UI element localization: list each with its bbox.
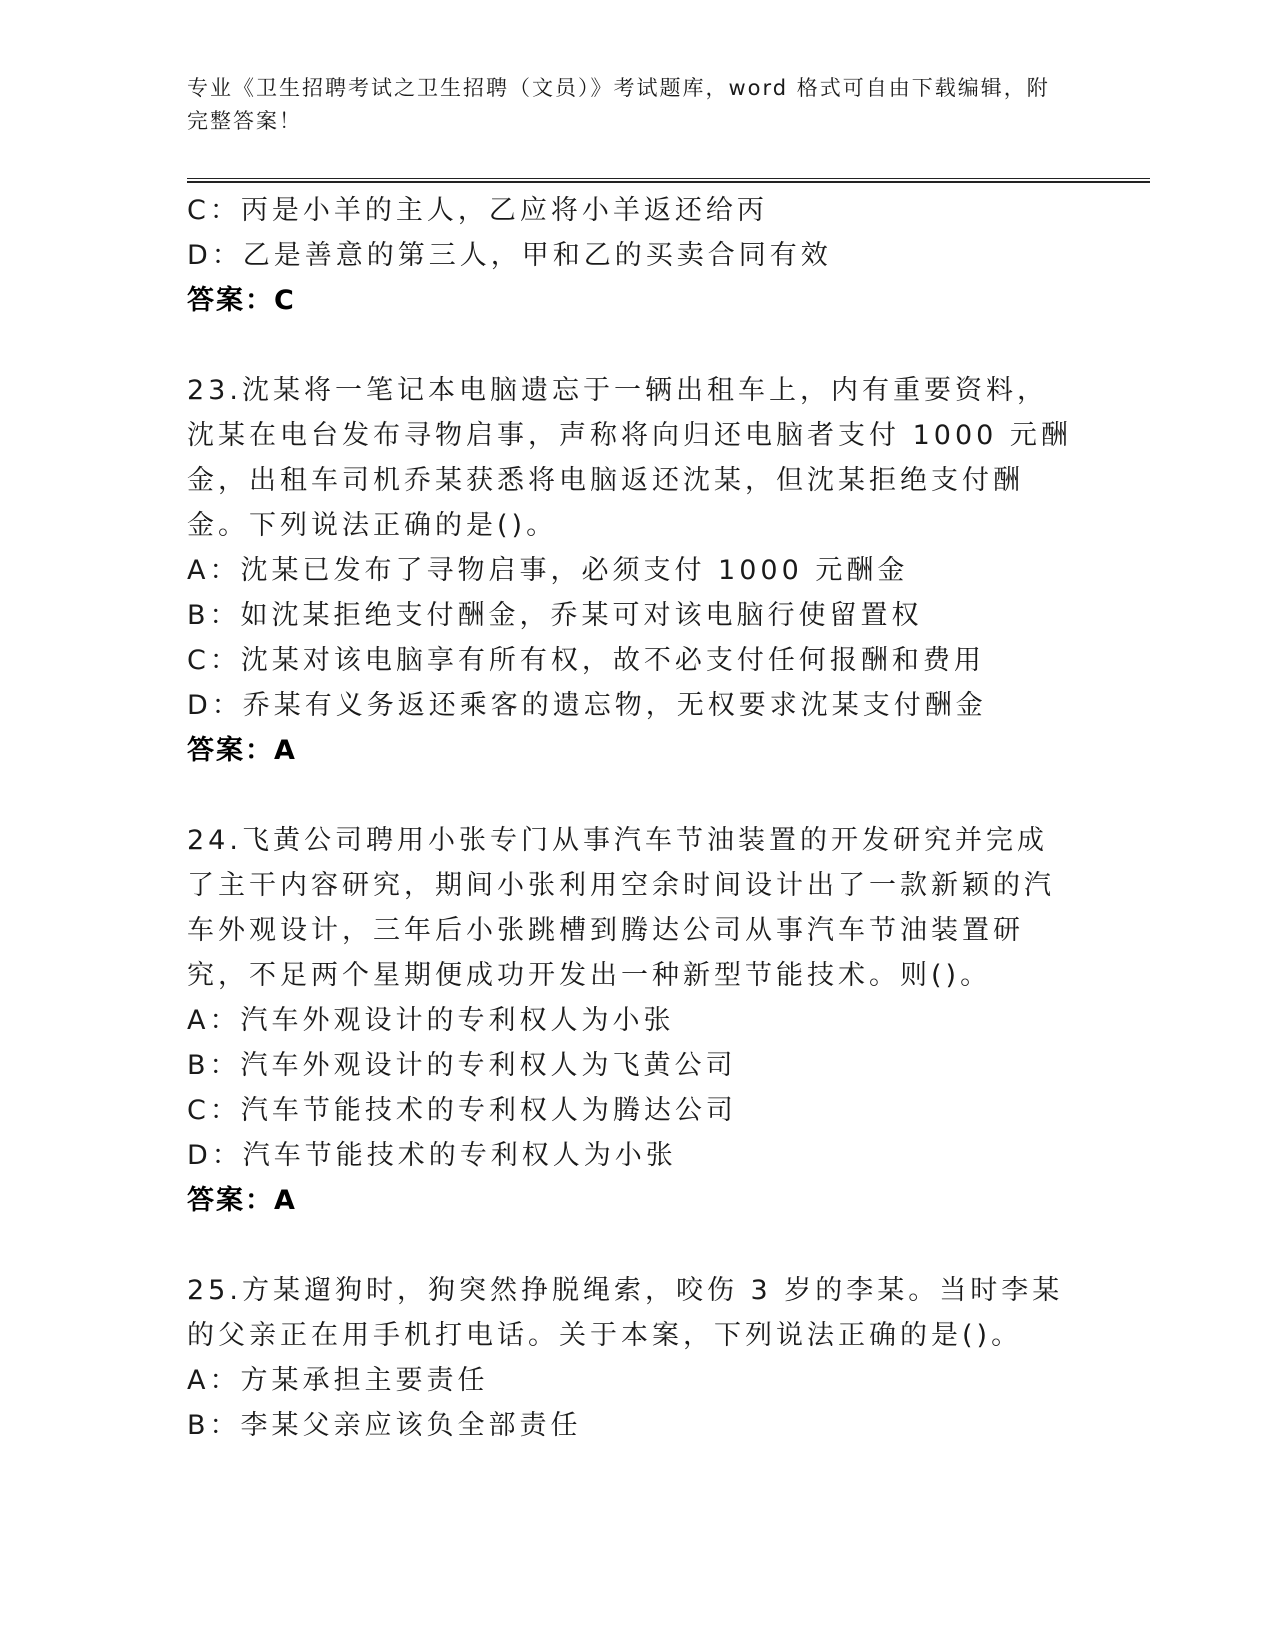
question-24 (187, 818, 1072, 1223)
header-divider-thick (187, 181, 1150, 183)
option-b: B：李某父亲应该负全部责任 (187, 1410, 582, 1441)
answer-line: 答案：A (187, 1185, 297, 1216)
question-stem: 25.方某遛狗时，狗突然挣脱绳索，咬伤 3 岁的李某。当时李某的父亲正在用手机打电话。关于本案，下列说法正确的是()。 (187, 1275, 1064, 1351)
question-stem: 23.沈某将一笔记本电脑遗忘于一辆出租车上，内有重要资料，沈某在电台发布寻物启事，声称将向归还电脑者支付 1000 元酬金，出租车司机乔某获悉将电脑返还沈某，但沈某拒绝支付酬金。下列说法正确的是()。 (187, 375, 1072, 541)
page-header: 专业《卫生招聘考试之卫生招聘（文员）》考试题库，word 格式可自由下载编辑，附完整答案！ (187, 76, 1050, 133)
spacer (187, 773, 1072, 818)
answer-line: 答案：A (187, 735, 297, 766)
question-25 (187, 1268, 1072, 1448)
header-divider-thin (187, 178, 1150, 179)
spacer (187, 323, 1072, 368)
option-d: D：乙是善意的第三人，甲和乙的买卖合同有效 (187, 240, 832, 271)
option-a: A：汽车外观设计的专利权人为小张 (187, 1005, 675, 1036)
option-a: A：沈某已发布了寻物启事，必须支付 1000 元酬金 (187, 555, 909, 586)
option-b: B：如沈某拒绝支付酬金，乔某可对该电脑行使留置权 (187, 600, 923, 631)
question-stem: 24.飞黄公司聘用小张专门从事汽车节油装置的开发研究并完成了主干内容研究，期间小张利用空余时间设计出了一款新颖的汽车外观设计，三年后小张跳槽到腾达公司从事汽车节油装置研究，不足两个星期便成功开发出一种新型节能技术。则()。 (187, 825, 1055, 991)
question-23 (187, 368, 1072, 773)
option-c: C：沈某对该电脑享有所有权，故不必支付任何报酬和费用 (187, 645, 985, 676)
option-b: B：汽车外观设计的专利权人为飞黄公司 (187, 1050, 737, 1081)
question-body (187, 188, 1072, 1448)
option-a: A：方某承担主要责任 (187, 1365, 489, 1396)
option-c: C：汽车节能技术的专利权人为腾达公司 (187, 1095, 737, 1126)
spacer (187, 1223, 1072, 1268)
carryover-block (187, 188, 1072, 323)
option-c: C：丙是小羊的主人，乙应将小羊返还给丙 (187, 195, 768, 226)
answer-line: 答案：C (187, 285, 296, 316)
option-d: D：乔某有义务返还乘客的遗忘物，无权要求沈某支付酬金 (187, 690, 987, 721)
option-d: D：汽车节能技术的专利权人为小张 (187, 1140, 677, 1171)
